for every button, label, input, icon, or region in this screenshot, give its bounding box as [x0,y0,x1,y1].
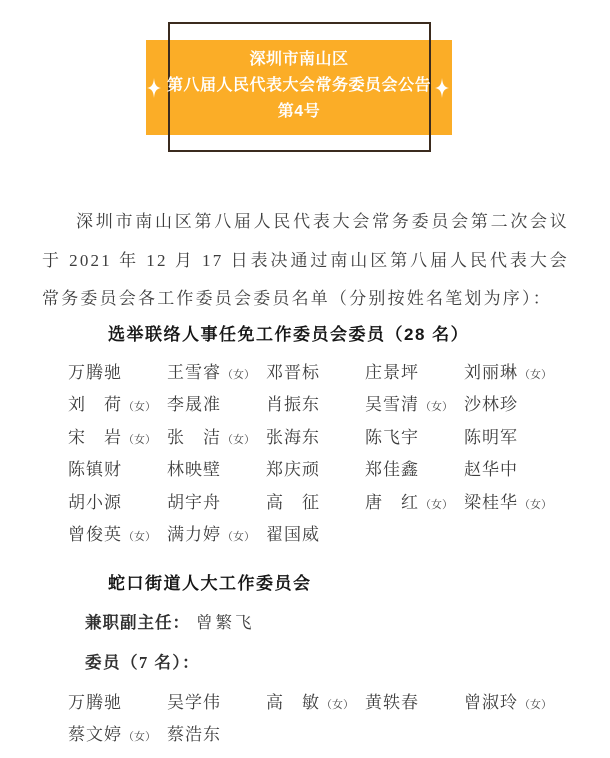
banner-title-line3: 第4号 [277,103,321,120]
female-marker: （女） [123,731,156,743]
sparkle-icon [147,78,161,98]
female-marker: （女） [420,498,453,511]
member-cell: 满力婷（女） [167,525,255,544]
member-cell: 万腾驰 [68,362,122,382]
deputy-director-name: 曾繁飞 [196,612,255,632]
document-body [42,203,569,752]
member-cell: 林映壁 [167,460,221,479]
member-cell: 陈明军 [464,427,518,447]
member-cell: 陈镇财 [68,460,122,479]
female-marker: （女） [519,698,552,711]
member-cell: 蔡文婷（女） [68,725,156,744]
female-marker: （女） [420,401,453,413]
female-marker: （女） [519,498,552,511]
member-cell: 李晟准 [167,395,221,414]
female-marker: （女） [123,433,156,446]
member-cell: 庄景坪 [365,362,419,382]
member-cell: 陈飞宇 [365,427,419,447]
deputy-director-line [42,611,569,635]
sparkle-icon [435,78,449,98]
member-cell: 蔡浩东 [167,725,221,744]
member-cell: 黄轶春 [365,692,419,712]
member-cell: 曾淑玲（女） [464,692,552,712]
member-cell: 高 征 [266,492,320,512]
member-cell: 胡小源 [68,492,122,512]
member-cell: 万腾驰 [68,692,122,712]
female-marker: （女） [222,531,255,543]
member-cell: 张 洁（女） [167,427,255,447]
member-cell: 刘丽琳（女） [464,362,552,382]
female-marker: （女） [123,401,156,413]
female-marker: （女） [519,368,552,381]
member-list-section2 [68,687,569,752]
member-cell: 宋 岩（女） [68,427,156,447]
member-cell: 高 敏（女） [266,692,354,712]
member-cell: 胡宇舟 [167,492,221,512]
female-marker: （女） [123,531,156,543]
banner-title-line1: 深圳市南山区 [249,51,349,68]
banner-title-line2: 第八届人民代表大会常务委员会公告 [166,77,431,94]
member-cell: 张海东 [266,427,320,447]
deputy-director-label: 兼职副主任： [85,612,190,632]
member-cell: 曾俊英（女） [68,525,156,544]
member-cell: 吴学伟 [167,692,221,712]
member-cell: 郑庆顽 [266,460,320,479]
female-marker: （女） [222,368,255,381]
female-marker: （女） [222,433,255,446]
member-cell: 王雪睿（女） [167,362,255,382]
member-cell: 唐 红（女） [365,492,453,512]
section-title-election-committee: 选举联络人事任免工作委员会委员（28 名） [108,324,470,344]
member-cell: 吴雪清（女） [365,395,453,414]
member-cell: 刘 荷（女） [68,395,156,414]
member-list-section1 [68,357,569,552]
member-cell: 赵华中 [464,460,518,479]
member-cell: 郑佳鑫 [365,460,419,479]
intro-paragraph: 深圳市南山区第八届人民代表大会常务委员会第二次会议于 2021 年 12 月 17 日表决通过南山区第八届人民代表大会常务委员会各工作委员会委员名单（分别按姓名笔划为序）： [42,212,569,308]
female-marker: （女） [321,698,354,711]
members-count-label: 委员（7 名）： [85,652,201,672]
member-cell: 梁桂华（女） [464,492,552,512]
member-cell: 肖振东 [266,395,320,414]
section-title-shekou-committee: 蛇口街道人大工作委员会 [108,573,312,593]
banner-title [146,47,452,125]
member-cell: 沙林珍 [464,395,518,414]
member-cell: 邓晋标 [266,362,320,382]
member-cell: 翟国威 [266,525,320,544]
